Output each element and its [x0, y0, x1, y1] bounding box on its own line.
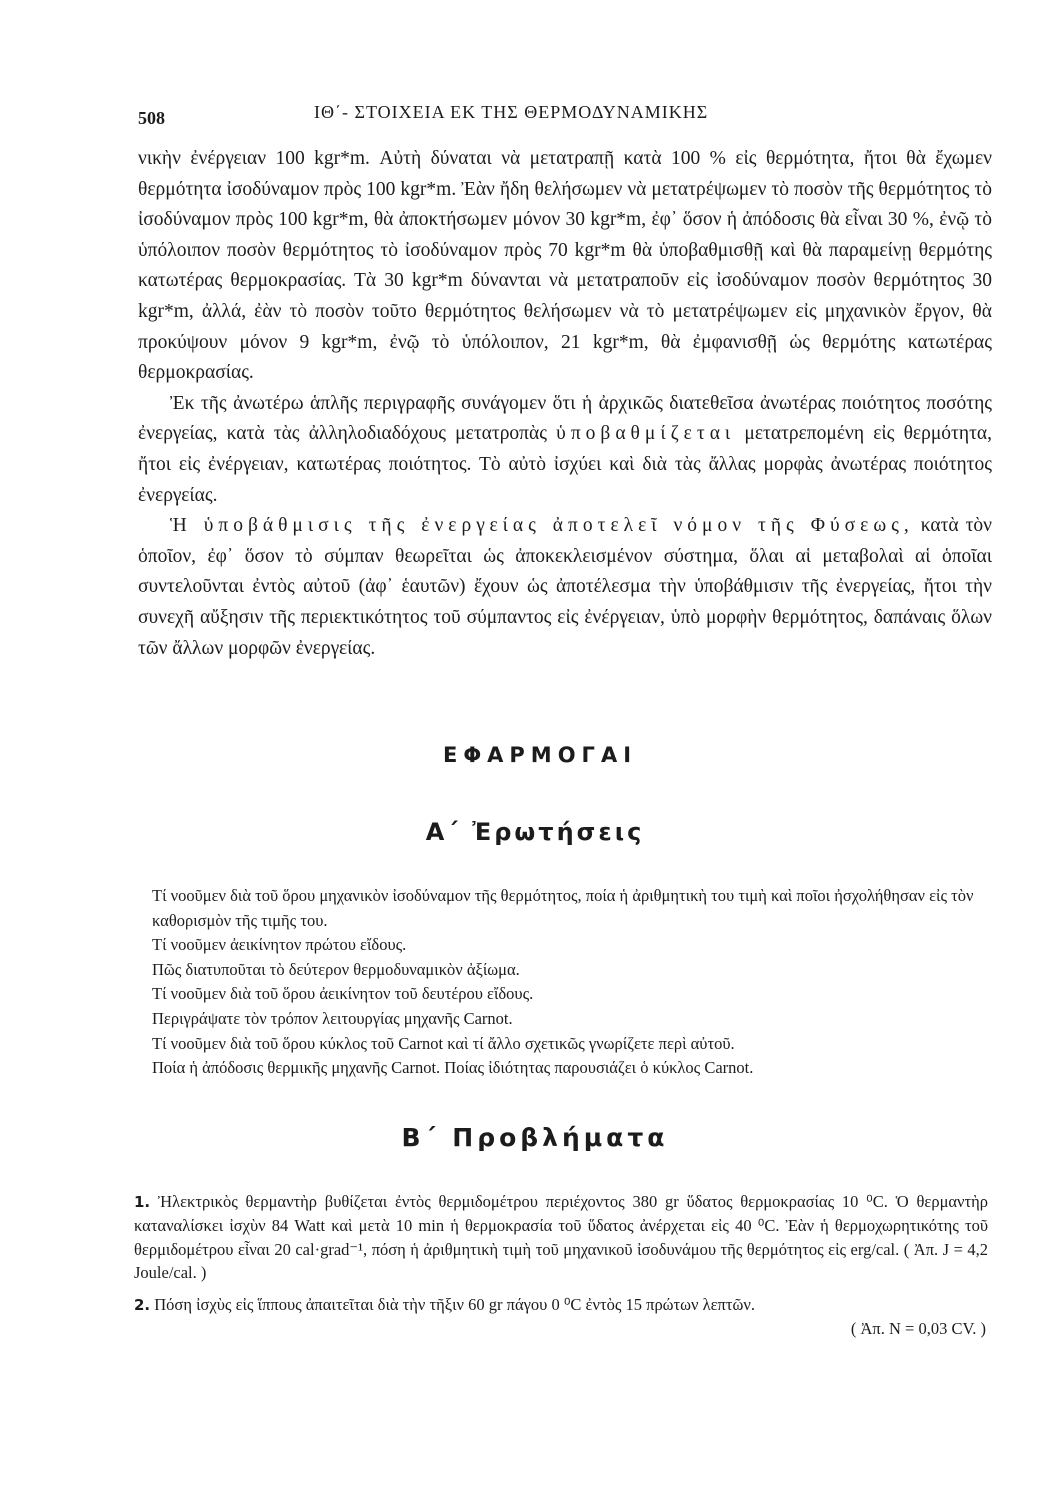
paragraph-2-after: μετατρεπομένη εἰς θερμότητα, ἤτοι εἰς ἐνέργειαν, κατωτέρας ποιότητος. Τὸ αὐτὸ ἰσχύει καὶ διὰ τὰς ἄλλας μορφὰς ἀνωτέρας ποιότητος ἐνεργείας.	[138, 423, 993, 506]
question-item: Τί νοοῦμεν διὰ τοῦ ὅρου ἀεικίνητον τοῦ δευτέρου εἴδους.	[152, 984, 534, 1004]
problems-heading: Β΄ Προβλήματα	[401, 1123, 669, 1152]
problem-text: Ἠλεκτρικὸς θερμαντὴρ βυθίζεται ἐντὸς θερμιδομέτρου περιέχοντος 380 gr ὕδατος θερμοκρασίας 10 ⁰C. Ὁ θερμαντὴρ καταναλίσκει ἰσχὺν 84 Watt καὶ μετὰ 10 min ἡ θερμοκρασία τοῦ ὕδατος ἀνέρχεται εἰς 40 ⁰C. Ἐὰν ἡ θερμοχωρητικότης τοῦ θερμιδομέτρου εἶναι 20 cal·grad⁻¹, πόση ἡ ἀριθμητικὴ τιμὴ τοῦ μηχανικοῦ ἰσοδυνάμου τῆς θερμότητος εἰς erg/cal.	[134, 1192, 989, 1259]
question-item: Ποία ἡ ἀπόδοσις θερμικῆς μηχανῆς Carnot. Ποίας ἰδιότητας παρουσιάζει ὁ κύκλος Carnot.	[152, 1058, 754, 1078]
paragraph-3-emphasis: Ἡ ὑποβάθμισις τῆς ἐνεργείας ἀποτελεῖ νόμον τῆς Φύσεως,	[170, 515, 914, 537]
question-item: Τί νοοῦμεν ἀεικίνητον πρώτου εἴδους.	[152, 935, 407, 955]
questions-heading: Α΄ Ἐρωτήσεις	[425, 818, 645, 846]
paragraph-3	[138, 511, 992, 664]
questions-list	[152, 884, 992, 1081]
problem-item	[134, 1190, 988, 1285]
problem-answer: ( Ἀπ. N = 0,03 CV. )	[850, 1319, 986, 1339]
question-item: Περιγράψατε τὸν τρόπον λειτουργίας μηχανῆς Carnot.	[152, 1008, 513, 1028]
problem-answer: ( Ἀπ. J = 4,2 Joule/cal. )	[134, 1239, 989, 1283]
problem-text: Πόση ἰσχὺς εἰς ἵππους ἀπαιτεῖται διὰ τὴν τῆξιν 60 gr πάγου 0 ⁰C ἐντὸς 15 πρώτων λεπτῶν.	[154, 1294, 755, 1314]
question-item: Τί νοοῦμεν διὰ τοῦ ὅρου μηχανικὸν ἰσοδύναμον τῆς θερμότητος, ποία ἡ ἀριθμητικὴ του τιμὴ καὶ ποῖοι ἠσχολήθησαν εἰς τὸν καθορισμὸν τῆς τιμῆς του.	[152, 886, 974, 930]
question-item: Τί νοοῦμεν διὰ τοῦ ὅρου κύκλος τοῦ Carnot καὶ τί ἄλλο σχετικῶς γνωρίζετε περὶ αὐτοῦ.	[152, 1033, 735, 1053]
paragraph-1	[138, 144, 992, 389]
running-head: ΙΘ΄- ΣΤΟΙΧΕΙΑ ΕΚ ΤΗΣ ΘΕΡΜΟΔΥΝΑΜΙΚΗΣ	[314, 102, 709, 122]
body-text	[138, 144, 992, 664]
paragraph-2-before: Ἐκ τῆς ἀνωτέρω ἁπλῆς περιγραφῆς συνάγομεν ὅτι ἡ ἀρχικῶς διατεθεῖσα ἀνωτέρας ποιότητος ποσότης ἐνεργείας, κατὰ τὰς ἀλληλοδιαδόχους μετατροπὰς	[138, 392, 992, 445]
paragraph-2	[138, 389, 992, 511]
problem-number: 2.	[134, 1295, 151, 1314]
paragraph-3-after: κατὰ τὸν ὁποῖον, ἐφ᾽ ὅσον τὸ σύμπαν θεωρεῖται ὡς ἀποκεκλεισμένον σύστημα, ὅλαι αἱ μεταβολαὶ αἱ ὁποῖαι συντελοῦνται ἐντὸς αὐτοῦ (ἀφ᾽ ἑαυτῶν) ἔχουν ὡς ἀποτέλεσμα τὴν ὑποβάθμισιν τῆς ἐνεργείας, ἤτοι τὴν συνεχῆ αὔξησιν τῆς περιεκτικότητος τοῦ σύμπαντος εἰς ἐνέργειαν, ὑπὸ μορφὴν θερμότητος, δαπάναις ὅλων τῶν ἄλλων μορφῶν ἐνεργείας.	[138, 515, 992, 659]
question-item: Πῶς διατυποῦται τὸ δεύτερον θερμοδυναμικὸν ἀξίωμα.	[152, 959, 520, 979]
problems-list	[134, 1190, 988, 1348]
page-header	[138, 98, 918, 128]
problem-item	[134, 1293, 988, 1341]
page-number: 508	[138, 108, 165, 128]
problem-number: 1.	[134, 1193, 151, 1211]
applications-heading: ΕΦΑΡΜΟΓΑΙ	[442, 743, 638, 767]
paragraph-2-emphasis: ὑποβαθμίζεται	[556, 423, 736, 445]
paragraph-1-text: νικὴν ἐνέργειαν 100 kgr*m. Αὐτὴ δύναται νὰ μετατραπῇ κατὰ 100 % εἰς θερμότητα, ἤτοι θὰ ἔχωμεν θερμότητα ἰσοδύναμον πρὸς 100 kgr*m. Ἐὰν ἤδη θελήσωμεν νὰ μετατρέψωμεν τὸ ποσὸν τῆς θερμότητος τὸ ἰσοδύναμον πρὸς 100 kgr*m, θὰ ἀποκτήσωμεν μόνον 30 kgr*m, ἐφ᾽ ὅσον ἡ ἀπόδοσις θὰ εἶναι 30 %, ἐνῷ τὸ ὑπόλοιπον ποσὸν θερμότητος τὸ ἰσοδύναμον πρὸς 70 kgr*m θὰ ὑποβαθμισθῇ καὶ θὰ παραμείνῃ θερμότης κατωτέρας θερμοκρασίας. Τὰ 30 kgr*m δύνανται νὰ μετατραποῦν εἰς ἰσοδύναμον ποσὸν θερμότητος 30 kgr*m, ἀλλά, ἐὰν τὸ ποσὸν τοῦτο θερμότητος θελήσωμεν νὰ τὸ μετατρέψωμεν εἰς μηχανικὸν ἔργον, θὰ προκύψουν μόνον 9 kgr*m, ἐνῷ τὸ ὑπόλοιπον, 21 kgr*m, θὰ ἐμφανισθῇ ὡς θερμότης κατωτέρας θερμοκρασίας.	[138, 148, 992, 384]
